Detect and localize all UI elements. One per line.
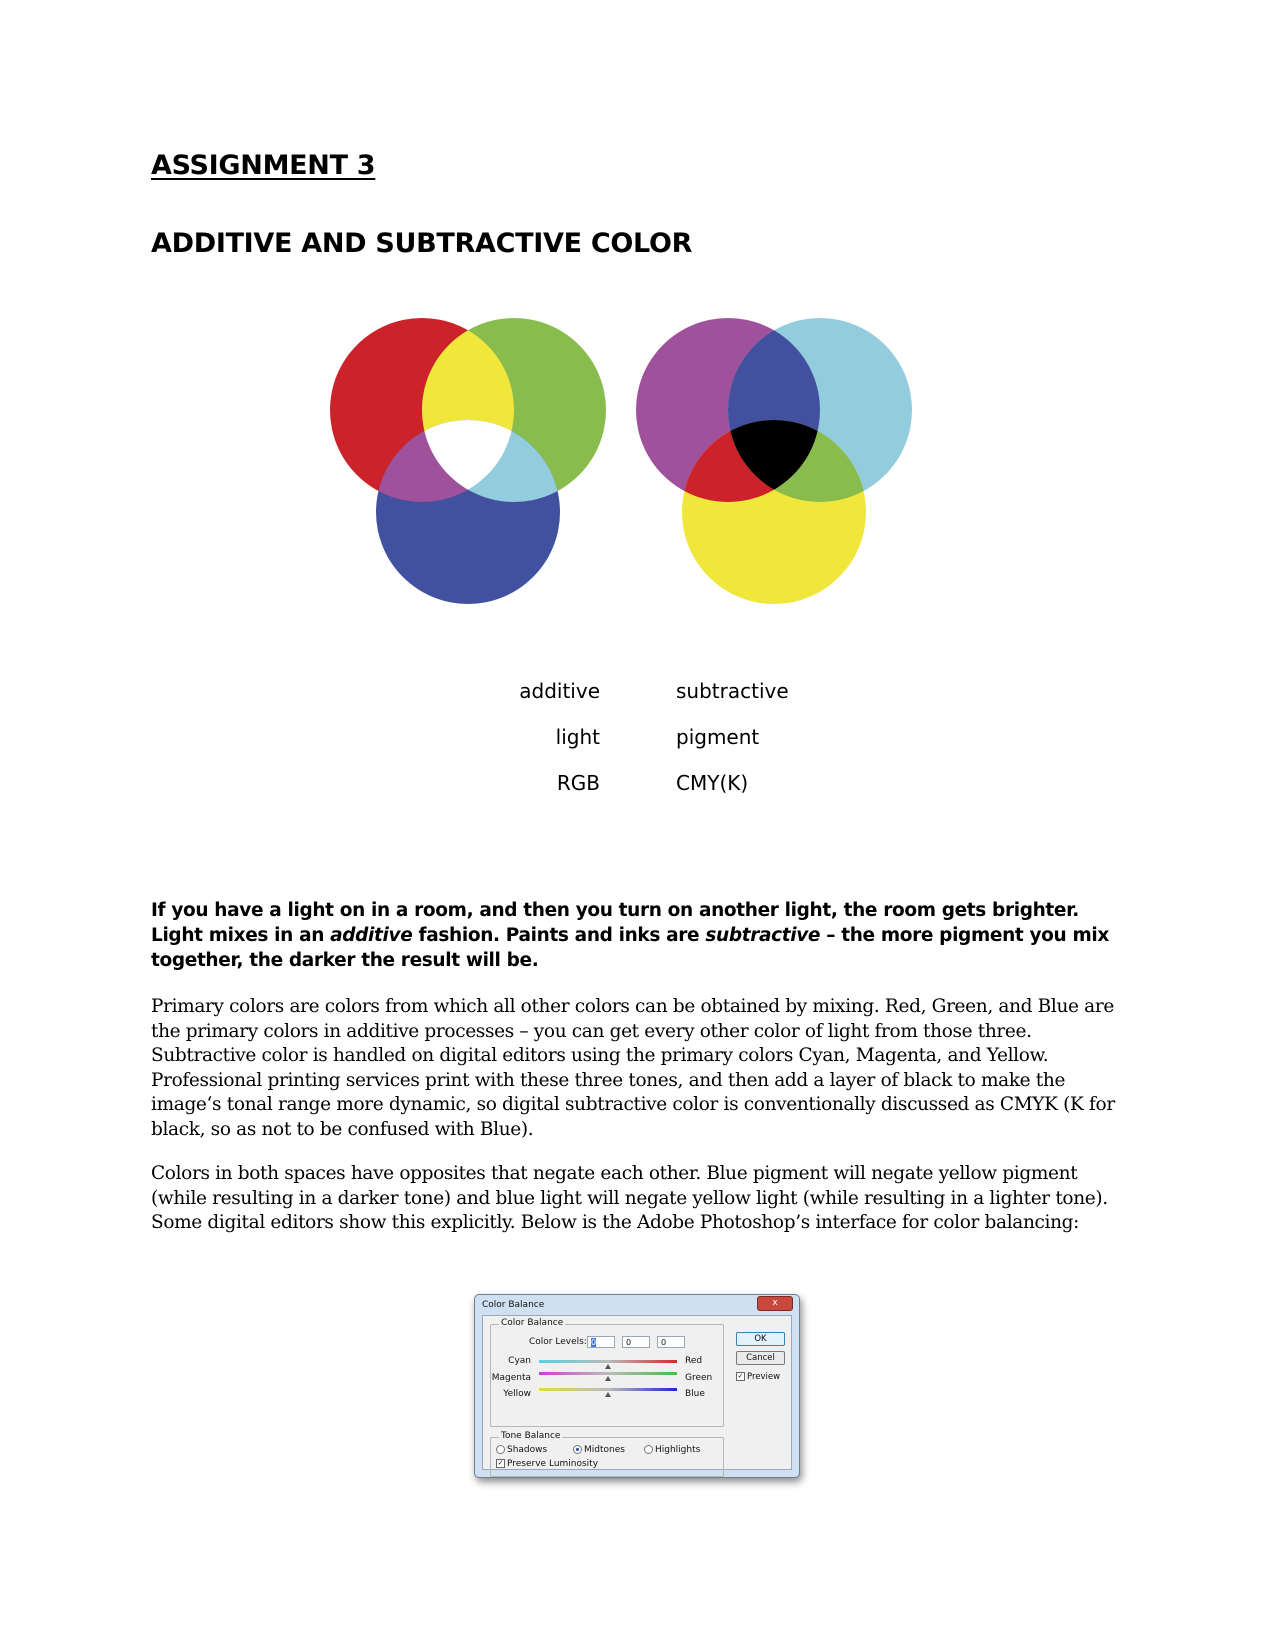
preserve-luminosity-checkbox[interactable] [496,1459,598,1469]
yellow-label: Yellow [503,1389,531,1399]
radio-icon [496,1445,505,1454]
cancel-button[interactable]: Cancel [736,1351,785,1365]
rgb-label: RGB [556,771,600,795]
subtractive-emphasis: subtractive [705,925,821,946]
lead-text: If you have a light on in a room, and then you turn on another light, the room gets brighter. Light mixes in an [151,900,1079,946]
tone-balance-legend: Tone Balance [501,1431,561,1441]
slider-thumb[interactable] [605,1392,611,1397]
shadows-radio[interactable] [496,1445,547,1455]
dialog-body [482,1315,792,1470]
lead-paragraph [151,898,1131,973]
color-venn-diagrams [330,318,942,604]
preview-label: Preview [747,1372,781,1382]
assignment-title: ASSIGNMENT 3 [151,150,376,181]
additive-label: additive [519,679,600,703]
color-balance-legend: Color Balance [501,1318,564,1328]
highlights-label: Highlights [655,1445,701,1455]
tone-balance-group [490,1431,724,1477]
blue-label: Blue [685,1389,705,1399]
radio-selected-icon [573,1445,582,1454]
close-icon[interactable]: x [757,1296,793,1311]
opposites-paragraph: Colors in both spaces have opposites that negate each other. Blue pigment will negate yellow pigment (while resulting in a darker tone) and blue light will negate yellow light (while resulting in a lighter tone). Some digital editors show this explicitly. Below is the Adobe Photoshop’s interface for color balancing: [151,1163,1108,1233]
section-heading: ADDITIVE AND SUBTRACTIVE COLOR [151,228,693,259]
subtractive-label: subtractive [676,679,789,703]
additive-venn [330,318,606,604]
slider-thumb[interactable] [605,1376,611,1381]
color-level-field-3[interactable]: 0 [657,1336,685,1348]
magenta-label: Magenta [491,1373,531,1383]
lead-text: – the more pigment you mix together, the darker the result will be. [151,925,1109,971]
cyan-red-slider[interactable] [539,1360,677,1363]
checkmark-icon: ✓ [737,1372,744,1380]
color-levels-label: Color Levels: [529,1337,587,1347]
radio-icon [644,1445,653,1454]
checkmark-icon: ✓ [497,1459,504,1467]
comparison-table [440,679,840,817]
color-level-field-1[interactable]: 0 [587,1336,615,1348]
lead-text: fashion. Paints and inks are [412,925,706,946]
slider-thumb[interactable] [605,1364,611,1369]
yellow-blue-slider[interactable] [539,1388,677,1391]
subtractive-venn [636,318,912,604]
preserve-luminosity-label: Preserve Luminosity [507,1459,599,1469]
magenta-green-slider[interactable] [539,1372,677,1375]
additive-emphasis: additive [330,925,413,946]
ok-button[interactable]: OK [736,1332,785,1346]
comparison-row [440,771,840,817]
green-label: Green [685,1373,713,1383]
cmyk-label: CMY(K) [676,771,749,795]
pigment-label: pigment [676,725,760,749]
primary-colors-paragraph: Primary colors are colors from which all other colors can be obtained by mixing. Red, Green, and Blue are the primary colors in additive processes – you can get every other color of light from those three. Subtractive color is handled on digital editors using the primary colors Cyan, Magenta, and Yellow. Professional printing services print with these three tones, and then add a layer of black to make the image‘s tonal range more dynamic, so digital subtractive color is conventionally discussed as CMYK (K for black, so as not to be confused with Blue). [151,996,1115,1140]
comparison-row [440,725,840,771]
shadows-label: Shadows [507,1445,548,1455]
dialog-title: Color Balance [482,1300,545,1310]
cyan-label: Cyan [508,1356,531,1366]
color-level-field-2[interactable]: 0 [622,1336,650,1348]
light-label: light [555,725,600,749]
midtones-label: Midtones [584,1445,625,1455]
color-balance-dialog [474,1294,800,1478]
midtones-radio[interactable] [573,1445,625,1455]
preview-checkbox[interactable] [736,1372,780,1382]
color-balance-group [490,1318,724,1427]
comparison-row [440,679,840,725]
red-label: Red [685,1356,703,1366]
highlights-radio[interactable] [644,1445,700,1455]
